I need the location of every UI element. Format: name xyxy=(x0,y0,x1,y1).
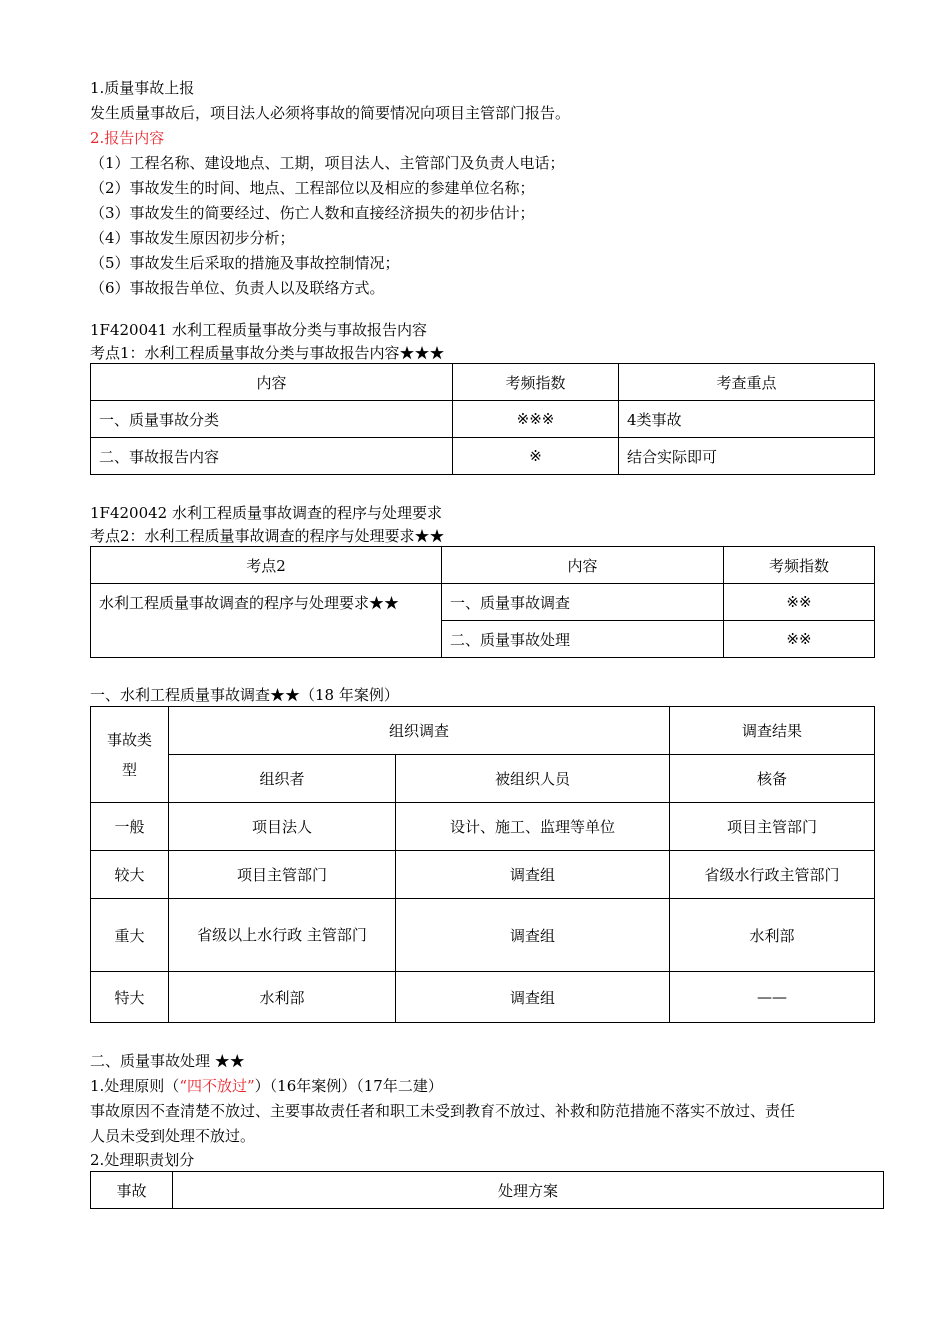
report-heading: 1.质量事故上报 xyxy=(90,79,195,97)
table-header-row xyxy=(91,707,875,755)
table-header: 考点2 xyxy=(91,547,442,584)
table-row xyxy=(91,851,875,899)
principle-heading xyxy=(90,1074,885,1099)
table-cell: —— xyxy=(670,972,875,1023)
table-header: 内容 xyxy=(442,547,724,584)
table-cell: 水利部 xyxy=(670,899,875,972)
table-cell: 一般 xyxy=(91,803,169,851)
table-row xyxy=(91,899,875,972)
principle-post: ）（16年案例）（17年二建） xyxy=(254,1077,443,1095)
table-cell: 省级以上水行政 主管部门 xyxy=(169,899,396,972)
duty-heading: 2.处理职责划分 xyxy=(90,1151,195,1169)
table-cell: 项目主管部门 xyxy=(169,851,396,899)
table-cell: 水利部 xyxy=(169,972,396,1023)
table-cell: 二、事故报告内容 xyxy=(91,438,453,475)
table-cell: 4类事故 xyxy=(619,401,875,438)
table-header: 考频指数 xyxy=(453,364,619,401)
report-paragraph: 发生质量事故后，项目法人必须将事故的简要情况向项目主管部门报告。 xyxy=(90,104,571,122)
principle-text: 事故原因不查清楚不放过、主要事故责任者和职工未受到教育不放过、补救和防范措施不落实不放过、责任 xyxy=(90,1102,796,1120)
table-cell: ※ xyxy=(453,438,619,475)
table-row xyxy=(91,401,875,438)
principle-highlight: “四不放过” xyxy=(179,1077,255,1095)
report-content-heading: 2.报告内容 xyxy=(90,129,165,147)
section2-title: 1F420042 水利工程质量事故调查的程序与处理要求 xyxy=(90,504,442,522)
table-header: 调查结果 xyxy=(670,707,875,755)
table-header: 内容 xyxy=(91,364,453,401)
section2-kaodian: 考点2：水利工程质量事故调查的程序与处理要求★★ xyxy=(90,527,445,545)
table-header: 被组织人员 xyxy=(396,755,670,803)
table-cell: 省级水行政主管部门 xyxy=(670,851,875,899)
table-header: 处理方案 xyxy=(173,1172,884,1209)
table-cell: 调查组 xyxy=(396,851,670,899)
merged-kaodian-cell: 水利工程质量事故调查的程序与处理要求★★ xyxy=(91,584,442,658)
table-header: 核备 xyxy=(670,755,875,803)
report-item: （5）事故发生后采取的措施及事故控制情况； xyxy=(90,254,400,272)
table-cell: 设计、施工、监理等单位 xyxy=(396,803,670,851)
table-header: 组织者 xyxy=(169,755,396,803)
table-cell: 一、质量事故调查 xyxy=(442,584,724,621)
table-cell: 较大 xyxy=(91,851,169,899)
table-row xyxy=(91,438,875,475)
table-cell: ※※※ xyxy=(453,401,619,438)
investigation-overview-table xyxy=(90,546,875,658)
table-header-row xyxy=(91,547,875,584)
table-row xyxy=(91,972,875,1023)
section4-title: 二、质量事故处理 ★★ xyxy=(90,1052,245,1070)
table-cell: ※※ xyxy=(724,621,875,658)
table-header: 考查重点 xyxy=(619,364,875,401)
handling-table xyxy=(90,1171,884,1209)
table-cell: 调查组 xyxy=(396,899,670,972)
principle-text: 人员未受到处理不放过。 xyxy=(90,1127,256,1145)
table-header: 考频指数 xyxy=(724,547,875,584)
principle-pre: 1.处理原则（ xyxy=(90,1077,180,1095)
table-header-row xyxy=(91,755,875,803)
report-item: （4）事故发生原因初步分析； xyxy=(90,229,295,247)
table-cell: 特大 xyxy=(91,972,169,1023)
table-header-row xyxy=(91,364,875,401)
table-header: 事故 xyxy=(91,1172,173,1209)
table-cell: 重大 xyxy=(91,899,169,972)
report-item: （1）工程名称、建设地点、工期，项目法人、主管部门及负责人电话； xyxy=(90,154,565,172)
section1-title: 1F420041 水利工程质量事故分类与事故报告内容 xyxy=(90,321,427,339)
report-item: （3）事故发生的简要经过、伤亡人数和直接经济损失的初步估计； xyxy=(90,204,535,222)
table-header: 组织调查 xyxy=(169,707,670,755)
section1-kaodian: 考点1：水利工程质量事故分类与事故报告内容★★★ xyxy=(90,344,445,362)
accident-type-header: 事故类型 xyxy=(91,707,169,803)
section3-title: 一、水利工程质量事故调查★★（18 年案例） xyxy=(90,686,399,704)
table-cell: 二、质量事故处理 xyxy=(442,621,724,658)
table-cell: 项目法人 xyxy=(169,803,396,851)
table-row xyxy=(91,803,875,851)
table-cell: 项目主管部门 xyxy=(670,803,875,851)
table-cell: 一、质量事故分类 xyxy=(91,401,453,438)
investigation-table xyxy=(90,706,875,1023)
document-page xyxy=(90,76,885,1209)
report-item: （6）事故报告单位、负责人以及联络方式。 xyxy=(90,279,385,297)
table-row xyxy=(91,584,875,621)
table-cell: ※※ xyxy=(724,584,875,621)
report-item: （2）事故发生的时间、地点、工程部位以及相应的参建单位名称； xyxy=(90,179,535,197)
table-header-row xyxy=(91,1172,884,1209)
table-cell: 调查组 xyxy=(396,972,670,1023)
classification-table xyxy=(90,363,875,475)
table-cell: 结合实际即可 xyxy=(619,438,875,475)
